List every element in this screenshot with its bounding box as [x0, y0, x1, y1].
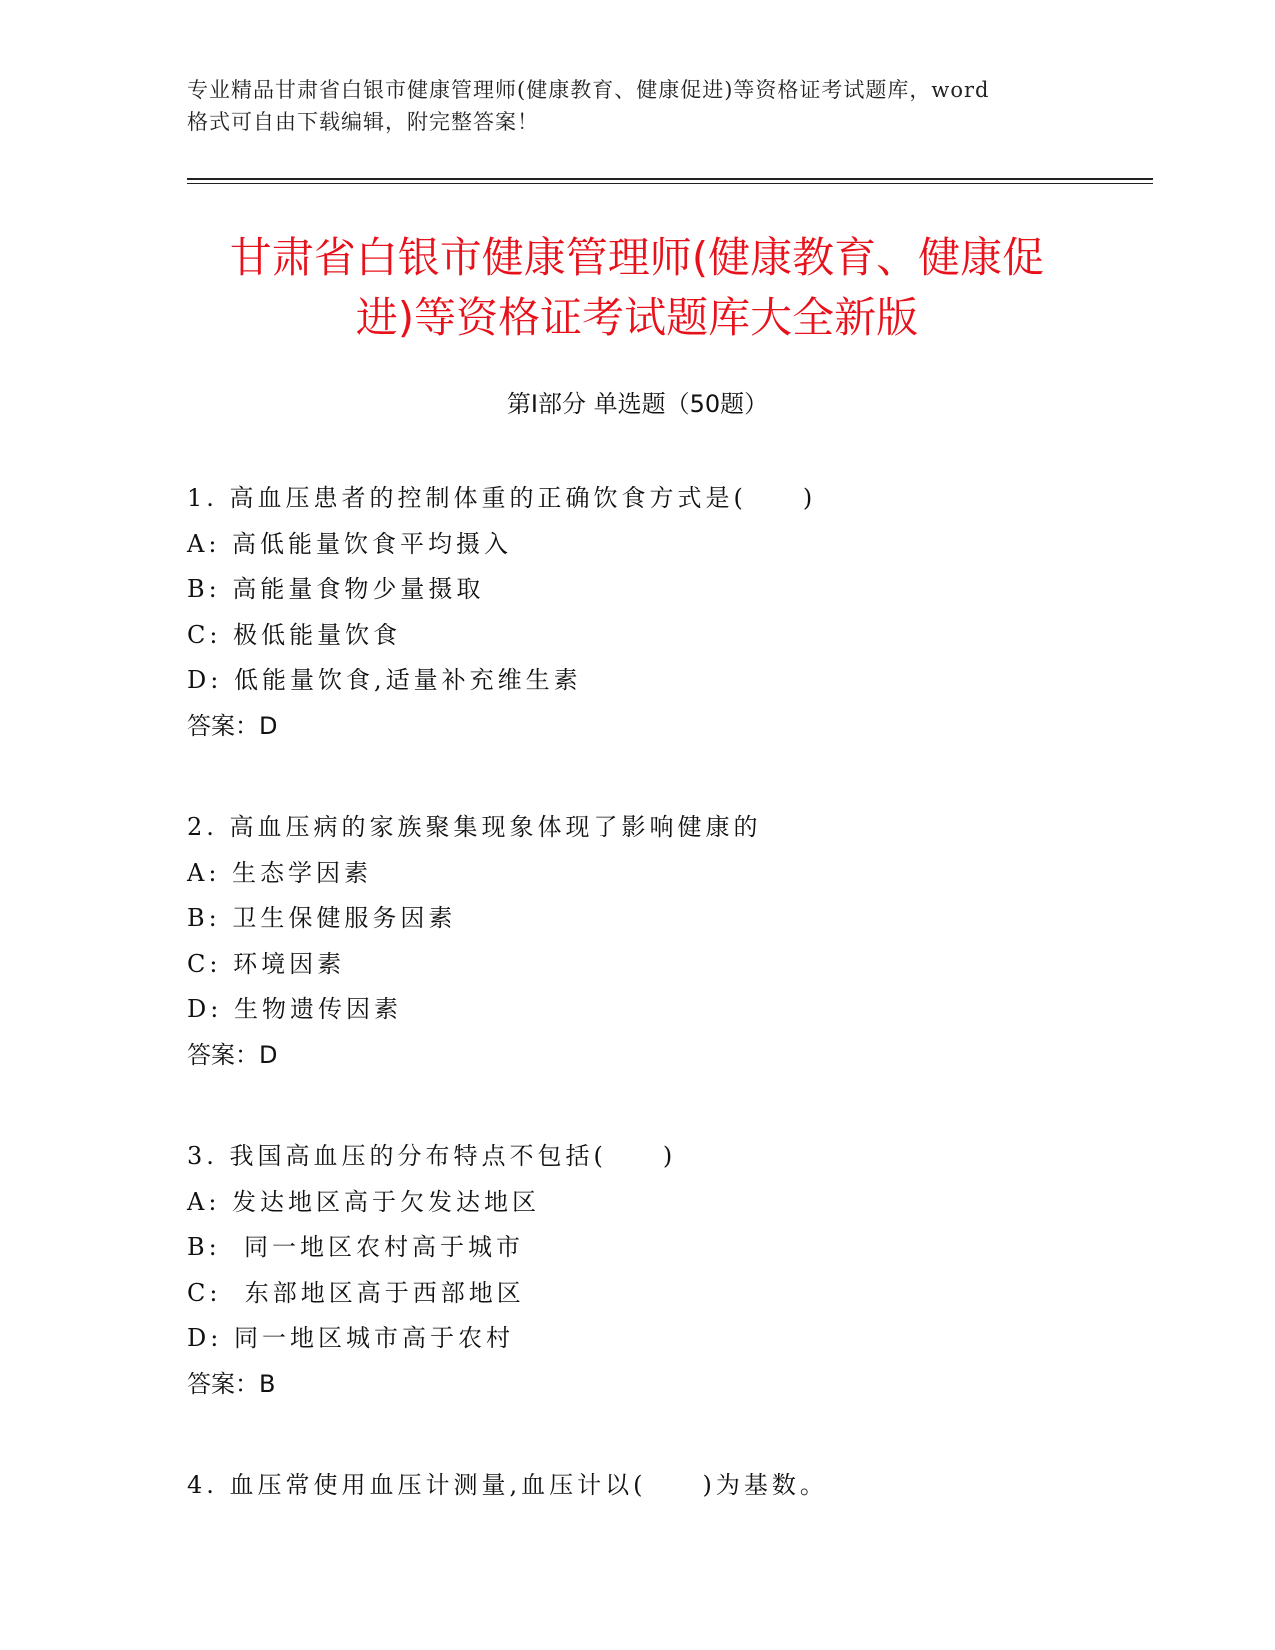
option-b: B: 高能量食物少量摄取	[187, 575, 485, 603]
header-note-line-2: 格式可自由下载编辑，附完整答案！	[187, 110, 539, 134]
option-a: A: 生态学因素	[187, 858, 373, 887]
section-title: 第Ⅰ部分 单选题（50题）	[506, 390, 769, 418]
question-2	[187, 805, 1137, 1078]
header-note-line-1: 专业精品甘肃省白银市健康管理师(健康教育、健康促进)等资格证考试题库，word	[187, 78, 990, 102]
option-c: C: 环境因素	[187, 949, 346, 978]
answer-line: 答案：B	[187, 1369, 276, 1398]
document-title-line-2: 进)等资格证考试题库大全新版	[355, 293, 919, 342]
option-d: D: 低能量饮食,适量补充维生素	[187, 666, 582, 694]
question-3	[187, 1134, 1137, 1407]
question-1	[187, 476, 1137, 749]
question-4	[187, 1463, 1137, 1509]
document-title-line-1: 甘肃省白银市健康管理师(健康教育、健康促	[229, 233, 1045, 282]
option-a: A: 发达地区高于欠发达地区	[187, 1187, 541, 1216]
question-stem: 2. 高血压病的家族聚集现象体现了影响健康的	[187, 813, 762, 841]
question-list	[187, 476, 1137, 1565]
option-d: D: 同一地区城市高于农村	[187, 1324, 514, 1352]
option-b: B: 卫生保健服务因素	[187, 904, 457, 932]
document-title	[187, 228, 1087, 348]
answer-line: 答案：D	[187, 711, 278, 740]
question-stem: 4. 血压常使用血压计测量,血压计以( )为基数。	[187, 1471, 828, 1499]
option-c: C: 极低能量饮食	[187, 620, 402, 649]
header-rule-thick	[187, 178, 1153, 180]
option-b: B: 同一地区农村高于城市	[187, 1233, 524, 1261]
option-d: D: 生物遗传因素	[187, 995, 402, 1023]
answer-line: 答案：D	[187, 1040, 278, 1069]
question-stem: 1. 高血压患者的控制体重的正确饮食方式是( )	[187, 484, 817, 512]
option-c: C: 东部地区高于西部地区	[187, 1278, 525, 1307]
header-rule-thin	[187, 183, 1153, 184]
question-stem: 3. 我国高血压的分布特点不包括( )	[187, 1142, 677, 1170]
option-a: A: 高低能量饮食平均摄入	[187, 529, 513, 558]
header-note	[187, 74, 1087, 138]
